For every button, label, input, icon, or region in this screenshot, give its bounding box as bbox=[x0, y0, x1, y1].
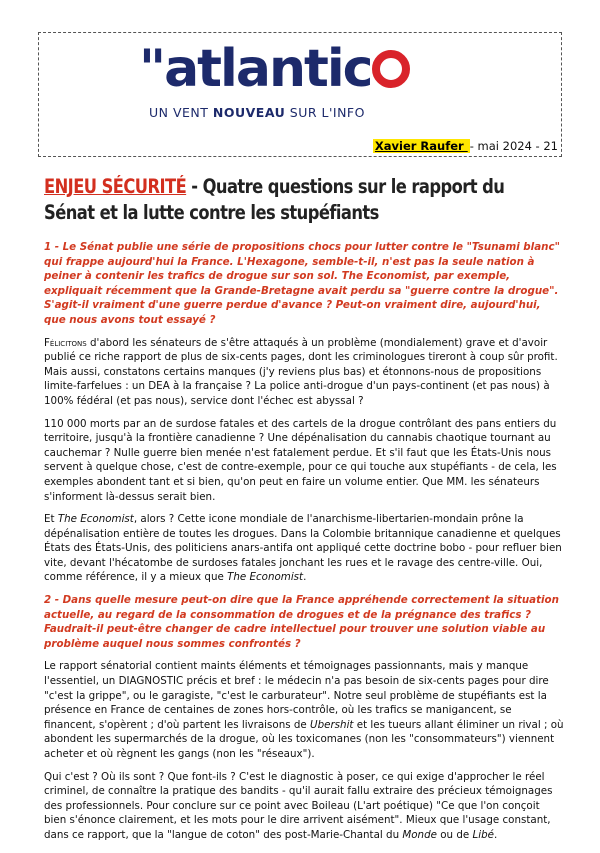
byline bbox=[373, 139, 558, 153]
paragraph-5: Qui c'est ? Où ils sont ? Que font-ils ? C'est le diagnostic à poser, ce qui exige d'approcher le réel criminel, de connaître la pratique des bandits - qu'il aurait fallu extraire des précieux témoignages des professionnels. Pour conclure sur ce point avec Boileau (L'art poétique) "Ce que l'on conçoit bien s'énonce clairement, et les mots pour le dire arrivent aisément". Mieux que l'usage constant, dans ce rapport, que la "langue de coton" des post-Marie-Chantal du Monde ou de Libé. bbox=[44, 770, 553, 841]
masthead bbox=[38, 32, 562, 157]
logo-tagline: UN VENT NOUVEAU SUR L'INFO bbox=[149, 105, 365, 120]
headline-title: - Quatre questions sur le rapport du Sénat et la lutte contre les stupéfiants bbox=[44, 175, 505, 224]
author-name[interactable]: Xavier Raufer bbox=[374, 139, 468, 153]
question-1: 1 - Le Sénat publie une série de propositions chocs pour lutter contre le "Tsunami blanc" qui frappe aujourd'hui la France. L'Hexagone, semble-t-il, n'est pas la seule nation à peiner à contenir les trafics de drogue sur son sol. The Economist, par exemple, expliquait récemment que la Grande-Bretagne avait perdu sa "guerre contre la drogue". S'agit-il vraiment d'une guerre perdue d'avance ? Peut-on vraiment dire, aujourd'hui, que nous avons tout essayé ? bbox=[44, 241, 560, 326]
paragraph-4: Le rapport sénatorial contient maints éléments et témoignages passionnants, mais y manque l'essentiel, un DIAGNOSTIC précis et bref : le médecin n'a pas besoin de six-cents pages pour dire "c'est la grippe", ou le garagiste, "c'est le carburateur". Notre seul problème de stupéfiants est la présence en France de centaines de zones hors-contrôle, où les trafics se manigancent, se financent, s'opèrent ; d'où partent les livraisons de Ubershit et les tueurs allant éliminer un rival ; où abondent les supermarchés de la drogue, où les toxicomanes (non les "consommateurs") viennent acheter et où règnent les gangs (non les "réseaux"). bbox=[44, 660, 564, 760]
paragraph-3: Et The Economist, alors ? Cette icone mondiale de l'anarchisme-libertarien-mondain prône la dépénalisation entière de toutes les drogues. Dans la Colombie britannique canadienne et quelques États des États-Unis, des politiciens anars-antifa ont appliqué cette doctrine bobo - pour refluer bien vite, devant l'hécatombe de surdoses fatales jonchant les rues et le ravage des centre-ville. Oui, comme référence, il y a mieux que The Economist. bbox=[44, 513, 562, 584]
question-2: 2 - Dans quelle mesure peut-on dire que la France appréhende correctement la situation actuelle, au regard de la consommation de drogues et de la prégnance des trafics ? Faudrait-il peut-être changer de cadre intellectuel pour trouver une solution viable au problème auquel nous sommes confrontés ? bbox=[44, 594, 559, 650]
article-headline bbox=[44, 174, 528, 226]
headline-kicker: ENJEU SÉCURITÉ bbox=[44, 175, 187, 198]
publication-date: - mai 2024 - 21 bbox=[469, 139, 558, 153]
paragraph-1: Félicitons d'abord les sénateurs de s'être attaqués à un problème (mondialement) grave et d'avoir publié ce riche rapport de plus de six-cents pages, dont les criminologues tireront à coup sûr profit. Mais aussi, constatons certains manques (j'y reviens plus bas) et étonnons-nous de propositions limite-farfelues : un DEA à la française ? La police anti-drogue d'un pays-continent (et pas nous) à 100% fédéral (et pas nous), service dont l'échec est abyssal ? bbox=[44, 336, 558, 407]
logo-o-ring-icon bbox=[372, 50, 410, 88]
logo-wordmark: "atlantic bbox=[139, 39, 410, 99]
article-body bbox=[44, 240, 564, 851]
paragraph-2: 110 000 morts par an de surdose fatales et des cartels de la drogue contrôlant des pans entiers du territoire, jusqu'à la frontière canadienne ? Une dépénalisation du cannabis chaotique tournant au cauchemar ? Nulle guerre bien menée n'est fatalement perdue. Et s'il faut que les États-Unis nous servent à quelque chose, c'est de contre-exemple, pour ce qui touche aux stupéfiants - de cela, les exemples abondent tant et si bien, qu'on peut en faire un volume entier. Que MM. les sénateurs s'informent là-dessus serait bien. bbox=[44, 417, 557, 503]
atlantico-logo[interactable] bbox=[139, 39, 410, 99]
